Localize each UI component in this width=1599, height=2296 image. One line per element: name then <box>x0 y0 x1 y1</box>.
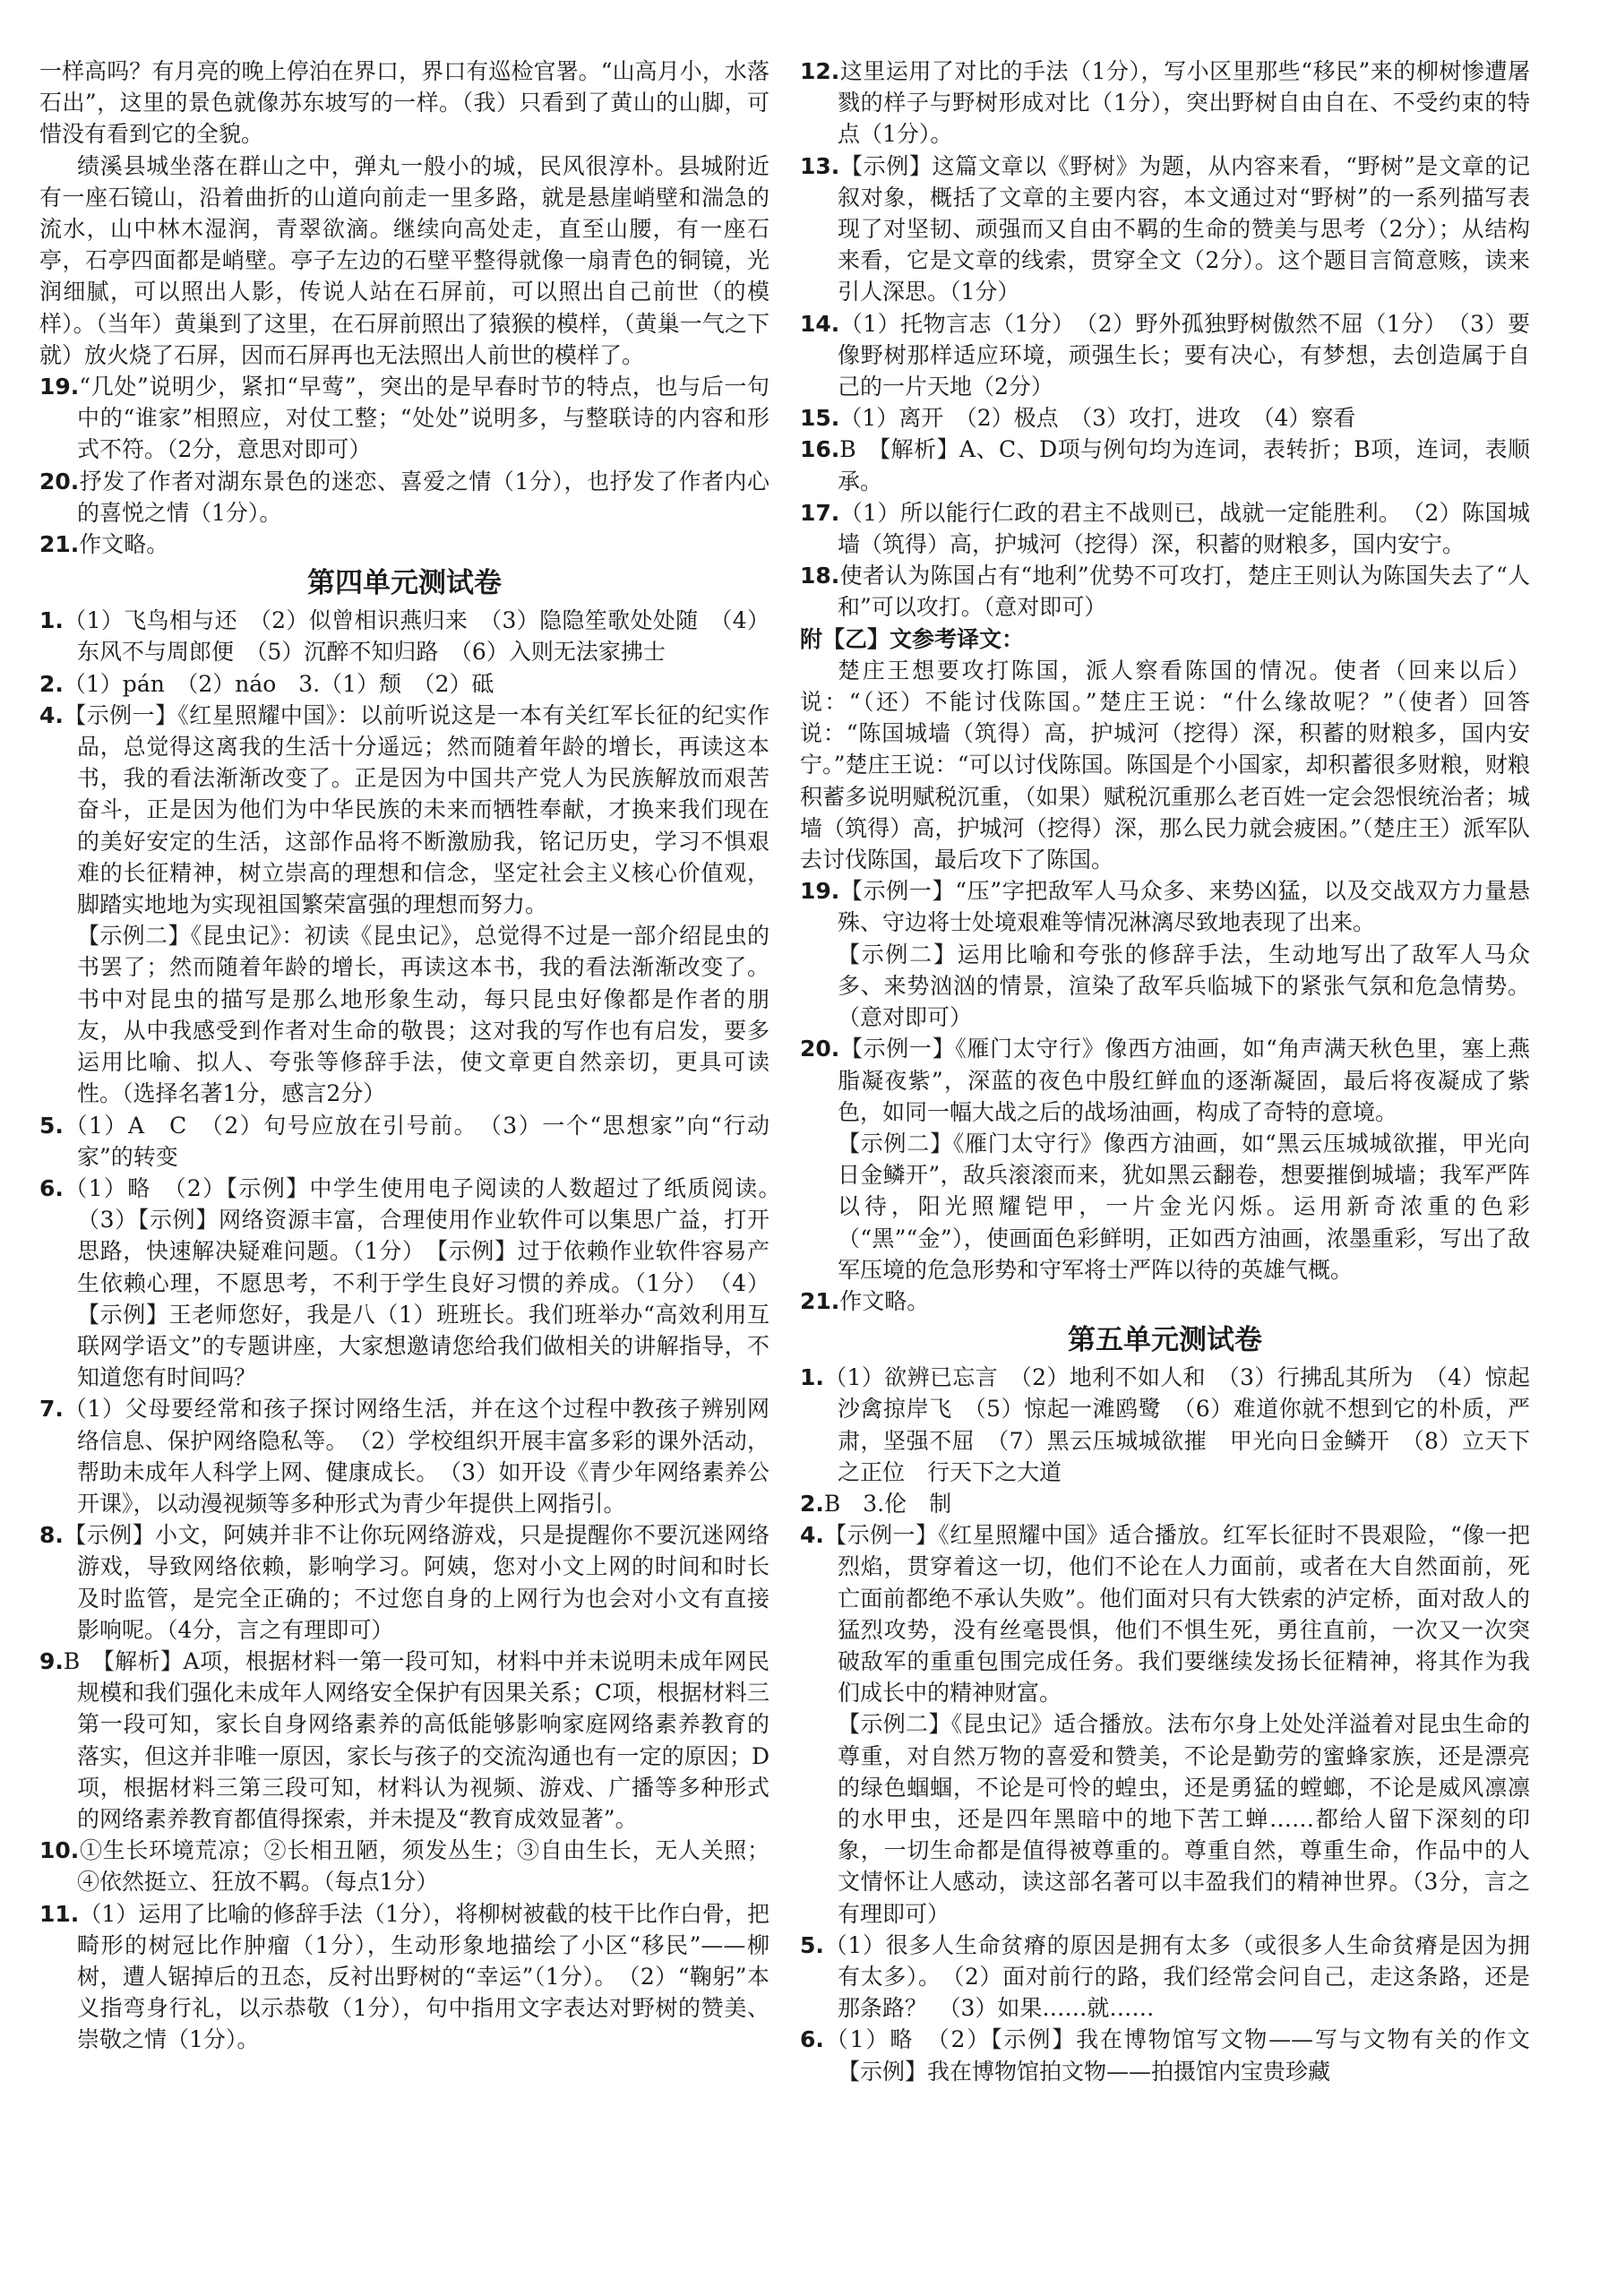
answer-item <box>800 497 1530 560</box>
answer-item <box>800 1930 1530 2025</box>
answer-item <box>800 1519 1530 1708</box>
answer-item <box>800 434 1530 496</box>
answer-number: 6. <box>39 1174 64 1201</box>
answer-item <box>39 700 769 920</box>
answer-number: 5. <box>39 1112 64 1139</box>
answer-item <box>800 402 1530 434</box>
answer-number: 9. <box>39 1647 64 1674</box>
translation-title <box>800 623 1530 655</box>
answer-text: ①生长环境荒凉；②长相丑陋，须发丛生；③自由生长，无人关照；④依然挺立、狂放不羁。（每点1分） <box>77 1837 769 1896</box>
answer-number: 21. <box>800 1287 840 1314</box>
answer-number: 4. <box>39 701 64 728</box>
answer-item <box>39 1393 769 1519</box>
answer-item <box>800 150 1530 308</box>
answer-number: 19. <box>39 374 80 400</box>
answer-item <box>39 1835 769 1897</box>
answer-number: 2. <box>39 670 64 697</box>
answer-item <box>39 1519 769 1646</box>
answer-item <box>800 560 1530 623</box>
answer-number: 12. <box>800 58 840 84</box>
answer-number: 1. <box>39 607 64 634</box>
answer-number: 16. <box>800 436 840 463</box>
answer-text: （1）A C （2）句号应放在引号前。 （3）一个“思想家”向“行动家”的转变 <box>63 1112 769 1170</box>
paragraph: 绩溪县城坐落在群山之中，弹丸一般小的城，民风很淳朴。县城附近有一座石镜山，沿着曲折的山道向前走一里多路，就是悬崖峭壁和湍急的流水，山中林木湿润，青翠欲滴。继续向高处走，直至山腰，有一座石亭，石亭四面都是峭壁。亭子左边的石壁平整得就像一扇青色的铜镜，光润细腻，可以照出人影，传说人站在石屏前，可以照出自己前世（的模样）。（当年）黄巢到了这里，在石屏前照出了猿猴的模样，（黄巢一气之下就）放火烧了石屏，因而石屏再也无法照出人前世的模样了。 <box>39 152 769 368</box>
answer-text: 【示例一】《红星照耀中国》适合播放。红军长征时不畏艰险，“像一把烈焰，贯穿着这一切，他们不论在人力面前，或者在大自然面前，死亡面前都绝不承认失败”。他们面对只有大铁索的泸定桥，面对敌人的猛烈攻势，没有丝毫畏惧，他们不惧生死，勇往直前，一次又一次突破敌军的重重包围完成任务。我们要继续发扬长征精神，将其作为我们成长中的精神财富。 <box>823 1522 1530 1707</box>
translation-heading: 附【乙】文参考译文： <box>800 625 1025 652</box>
answer-text: （1）所以能行仁政的君主不战则已，战就一定能胜利。 （2）陈国城墙（筑得）高，护城河（挖得）深，积蓄的财粮多，国内安宁。 <box>838 499 1530 558</box>
answer-number: 15. <box>800 405 840 432</box>
answer-text: 使者认为陈国占有“地利”优势不可攻打，楚庄王则认为陈国失去了“人和”可以攻打。（意对即可） <box>838 563 1530 621</box>
answer-number: 21. <box>39 531 80 558</box>
answer-item <box>800 939 1530 1034</box>
answer-text: 【示例二】《雁门太守行》像西方油画，如“黑云压城城欲摧，甲光向日金鳞开”，敌兵滚滚而来，犹如黑云翻卷，想要摧倒城墙；我军严阵以待，阳光照耀铠甲，一片金光闪烁。运用新奇浓重的色彩（“黑”“金”），使画面色彩鲜明，正如西方油画，浓墨重彩，写出了敌军压境的危急形势和守军将士严阵以待的英雄气概。 <box>838 1130 1530 1283</box>
answer-item <box>800 1488 1530 1519</box>
answer-item <box>800 2024 1553 2086</box>
answer-number: 7. <box>39 1396 64 1423</box>
answer-item <box>39 529 769 560</box>
left-column <box>39 56 793 2056</box>
answer-text: 【示例】小文，阿姨并非不让你玩网络游戏，只是提醒你不要沉迷网络游戏，导致网络依赖，影响学习。阿姨，您对小文上网的时间和时长及时监管，是完全正确的；不过您自身的上网行为也会对小文有直接影响呢。（4分，言之有理即可） <box>63 1522 769 1643</box>
answer-text: 【示例二】运用比喻和夸张的修辞手法，生动地写出了敌军人马众多、来势汹汹的情景，渲染了敌军兵临城下的紧张气氛和危急情势。（意对即可） <box>838 941 1530 1031</box>
answer-text: 【示例】这篇文章以《野树》为题，从内容来看，“野树”是文章的记叙对象，概括了文章的主要内容，本文通过对“野树”的一系列描写表现了对坚韧、顽强而又自由不羁的生命的赞美与思考（2分）；从结构来看，它是文章的线索，贯穿全文（2分）。这个题目言简意赅，读来引人深思。（1分） <box>838 152 1530 305</box>
answer-text: 【示例一】《雁门太守行》像西方油画，如“角声满天秋色里，塞上燕脂凝夜紫”，深蓝的夜色中殷红鲜血的逐渐凝固，最后将夜凝成了紫色，如同一幅大战之后的战场油画，构成了奇特的意境。 <box>838 1036 1530 1125</box>
answer-number: 17. <box>800 499 840 526</box>
answer-text: （1）运用了比喻的修辞手法（1分），将柳树被截的枝干比作白骨，把畸形的树冠比作肿瘤（1分），生动形象地描绘了小区“移民”——柳树，遭人锯掉后的丑态，反衬出野树的“幸运”（1分）。 （2）“鞠躬”本义指弯身行礼，以示恭敬（1分），句中指用文字表达对野树的赞美、崇敬之情（1分）。 <box>77 1900 769 2053</box>
answer-text: B 3.伦 制 <box>823 1490 952 1517</box>
answer-text: 作文略。 <box>79 531 169 558</box>
answer-text: 【示例二】《昆虫记》：初读《昆虫记》，总觉得不过是一部介绍昆虫的书罢了；然而随着年龄的增长，再读这本书，我的看法渐渐改变了。书中对昆虫的描写是那么地形象生动，每只昆虫好像都是作者的朋友，从中我感受到作者对生命的敬畏；这对我的写作也有启发，要多运用比喻、拟人、夸张等修辞手法，使文章更自然亲切，更具可读性。（选择名著1分，感言2分） <box>77 923 769 1107</box>
answer-list <box>800 1362 1553 2087</box>
paragraph: 一样高吗？有月亮的晚上停泊在界口，界口有巡检官署。“山高月小，水落石出”，这里的景色就像苏东坡写的一样。（我）只看到了黄山的山脚，可惜没有看到它的全貌。 <box>39 58 769 148</box>
answer-text: （1）飞鸟相与还 （2）似曾相识燕归来 （3）隐隐笙歌处处随 （4）东风不与周郎便 （5）沉醉不知归路 （6）入则无法家拂士 <box>63 607 769 666</box>
answer-number: 2. <box>800 1490 824 1517</box>
answer-number: 4. <box>800 1522 824 1549</box>
answer-text: 【示例一】《红星照耀中国》：以前听说这是一本有关红军长征的纪实作品，总觉得这离我的生活十分遥远；然而随着年龄的增长，再读这本书，我的看法渐渐改变了。正是因为中国共产党人为民族解放而艰苦奋斗，正是因为他们为中华民族的未来而牺牲奉献，才换来我们现在的美好安定的生活，这部作品将不断激励我，铭记历史，学习不惧艰难的长征精神，树立崇高的理想和信念，坚定社会主义核心价值观，脚踏实地地为实现祖国繁荣富强的理想而努力。 <box>63 701 769 918</box>
right-column <box>800 56 1553 2087</box>
answer-text: “几处”说明少，紧扣“早莺”，突出的是早春时节的特点，也与后一句中的“谁家”相照应，对仗工整；“处处”说明多，与整联诗的内容和形式不符。（2分，意思对即可） <box>77 374 769 463</box>
answer-text: （1）很多人生命贫瘠的原因是拥有太多（或很多人生命贫瘠是因为拥有太多）。 （2）面对前行的路，我们经常会问自己，走这条路，还是那条路？ （3）如果……就…… <box>823 1931 1530 2022</box>
answer-text: 抒发了作者对湖东景色的迷恋、喜爱之情（1分），也抒发了作者内心的喜悦之情（1分）。 <box>77 468 769 526</box>
translation-text: 楚庄王想要攻打陈国，派人察看陈国的情况。使者（回来以后）说：“（还）不能讨伐陈国。”楚庄王说：“什么缘故呢？”（使者）回答说：“陈国城墙（筑得）高，护城河（挖得）深，积蓄的财粮多，国内安宁。”楚庄王说：“可以讨伐陈国。陈国是个小国家，却积蓄很多财粮，财粮积蓄多说明赋税沉重，（如果）赋税沉重那么老百姓一定会怨恨统治者；城墙（筑得）高，护城河（挖得）深，那么民力就会疲困。”（楚庄王）派军队去讨伐陈国，最后攻下了陈国。 <box>800 657 1530 873</box>
answer-item <box>39 920 769 1109</box>
answer-item <box>800 1128 1530 1286</box>
answer-text: 作文略。 <box>839 1287 930 1314</box>
answer-item <box>39 1898 769 2056</box>
answer-list <box>39 605 793 2055</box>
answer-number: 19. <box>800 878 840 905</box>
answer-number: 6. <box>800 2026 824 2053</box>
answer-number: 20. <box>800 1036 840 1062</box>
answer-item <box>39 466 769 529</box>
answer-item <box>800 56 1530 150</box>
answer-number: 14. <box>800 310 840 337</box>
answer-item <box>39 371 769 466</box>
answer-item <box>39 1646 769 1835</box>
answer-number: 10. <box>39 1837 80 1864</box>
answer-number: 5. <box>800 1931 824 1958</box>
answer-item <box>800 1708 1530 1929</box>
answer-item <box>39 1173 793 1393</box>
answer-text: 【示例二】《昆虫记》适合播放。法布尔身上处处洋溢着对昆虫生命的尊重，对自然万物的喜爱和赞美，不论是勤劳的蜜蜂家族，还是漂亮的绿色蝈蝈，不论是可怜的蝗虫，还是勇猛的螳螂，不论是威风凛凛的水甲虫，还是四年黑暗中的地下苦工蝉……都给人留下深刻的印象，一切生命都是值得被尊重的。尊重自然，尊重生命，作品中的人文情怀让人感动，读这部名著可以丰盈我们的精神世界。（3分，言之有理即可） <box>838 1711 1530 1927</box>
answer-text: （1）托物言志（1分） （2）野外孤独野树傲然不屈（1分） （3）要像野树那样适应环境，顽强生长；要有决心，有梦想，去创造属于自己的一片天地（2分） <box>838 310 1530 400</box>
answer-number: 11. <box>39 1900 80 1927</box>
answer-text: B 【解析】A、C、D项与例句均为连词，表转折；B项，连词，表顺承。 <box>838 436 1530 494</box>
answer-number: 20. <box>39 468 80 494</box>
answer-text: 【示例一】“压”字把敌军人马众多、来势凶猛，以及交战双方力量悬殊、守边将士处境艰难等情况淋漓尽致地表现了出来。 <box>838 878 1530 936</box>
answer-text: （1）父母要经常和孩子探讨网络生活，并在这个过程中教孩子辨别网络信息、保护网络隐私等。 （2）学校组织开展丰富多彩的课外活动，帮助未成年人科学上网、健康成长。 （3）如开设《青少年网络素养公开课》，以动漫视频等多种形式为青少年提供上网指引。 <box>63 1396 769 1517</box>
answer-list <box>39 371 769 560</box>
answer-item <box>39 668 769 700</box>
answer-item <box>800 1286 1530 1317</box>
answer-text: （1）略 （2）【示例】中学生使用电子阅读的人数超过了纸质阅读。 （3）【示例】网络资源丰富，合理使用作业软件可以集思广益，打开思路，快速解决疑难问题。（1分） 【示例】过于依赖作业软件容易产生依赖心理，不愿思考，不利于学生良好习惯的养成。（1分） （4）【示例】王老师您好，我是八（1）班班长。我们班举办“高效利用互联网学语文”的专题讲座，大家想邀请您给我们做相关的讲解指导，不知道您有时间吗？ <box>63 1174 793 1391</box>
answer-number: 8. <box>39 1522 64 1549</box>
answer-number: 1. <box>800 1364 824 1391</box>
answer-item <box>800 1033 1530 1128</box>
answer-list <box>800 875 1530 1317</box>
answer-text: （1）离开 （2）极点 （3）攻打，进攻 （4）察看 <box>839 405 1356 432</box>
answer-list <box>800 56 1530 623</box>
answer-item <box>39 605 769 667</box>
answer-text: B 【解析】A项，根据材料一第一段可知，材料中并未说明未成年网民规模和我们强化未成年人网络安全保护有因果关系；C项，根据材料三第一段可知，家长自身网络素养的高低能够影响家庭网络素养教育的落实，但这并非唯一原因，家长与孩子的交流沟通也有一定的原因；D项，根据材料三第三段可知，材料认为视频、游戏、广播等多种形式的网络素养教育都值得探索，并未提及“教育成效显著”。 <box>63 1647 769 1832</box>
unit5-title: 第五单元测试卷 <box>1068 1324 1262 1357</box>
answer-item <box>39 1110 769 1173</box>
unit4-title: 第四单元测试卷 <box>307 567 502 600</box>
answer-item <box>800 1362 1530 1488</box>
answer-item <box>800 308 1530 403</box>
answer-item <box>800 875 1530 938</box>
answer-text: （1）欲辨已忘言 （2）地利不如人和 （3）行拂乱其所为 （4）惊起沙禽掠岸飞 （5）惊起一滩鸥鹭 （6）难道你就不想到它的朴质，严肃，坚强不屈 （7）黑云压城城欲摧 甲光向日金鳞开 （8）立天下之正位 行天下之大道 <box>823 1364 1530 1485</box>
answer-text: 这里运用了对比的手法（1分），写小区里那些“移民”来的柳树惨遭屠戮的样子与野树形成对比（1分），突出野树自由自在、不受约束的特点（1分）。 <box>838 58 1530 148</box>
answer-number: 18. <box>800 563 840 589</box>
answer-text: （1）pán （2）náo 3.（1）颓 （2）砥 <box>63 670 494 697</box>
answer-number: 13. <box>800 152 840 179</box>
answer-text: （1）略 （2）【示例】我在博物馆写文物——写与文物有关的作文 【示例】我在博物馆拍文物——拍摄馆内宝贵珍藏 <box>823 2026 1553 2085</box>
